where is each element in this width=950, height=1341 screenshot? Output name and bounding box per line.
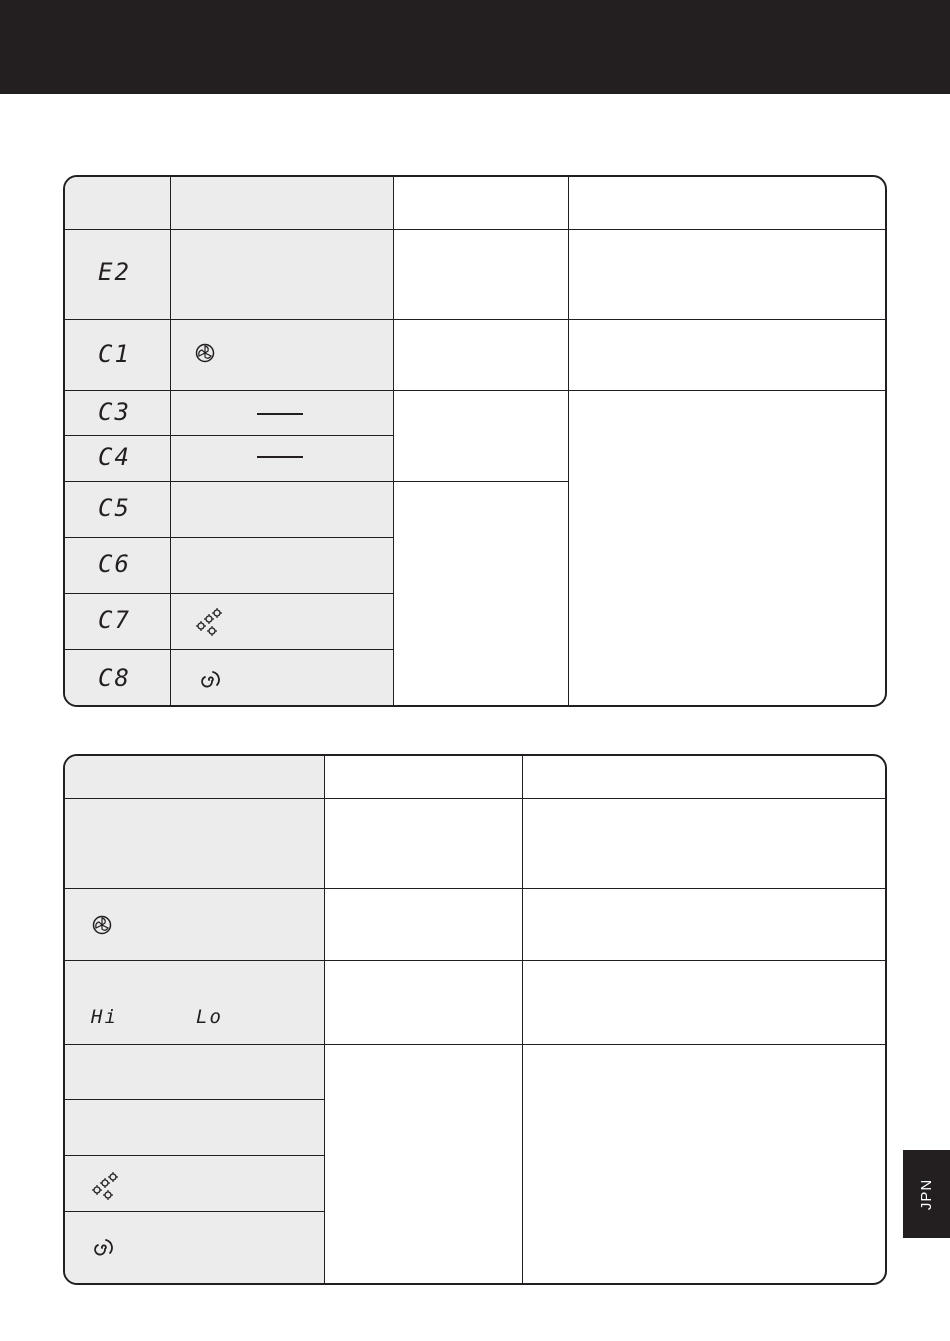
table-cell — [171, 436, 394, 482]
table-row — [65, 230, 171, 320]
table-row — [65, 889, 325, 961]
table-cell — [523, 799, 887, 889]
error-code: C4 — [98, 443, 131, 471]
error-code: C7 — [98, 606, 131, 634]
error-code: C5 — [98, 494, 131, 522]
table-row — [65, 1045, 325, 1100]
fan-icon — [92, 915, 112, 935]
table-header-cell — [523, 756, 887, 799]
language-tab-label: JPN — [918, 1178, 935, 1210]
error-code: C3 — [98, 398, 131, 426]
ion-cluster-icon — [89, 1172, 121, 1200]
table-header-cell — [65, 756, 325, 799]
underline — [257, 456, 303, 458]
table-row — [65, 594, 171, 650]
table-cell — [171, 538, 394, 594]
table-row — [65, 391, 171, 436]
table-header-cell — [394, 177, 569, 230]
table-header-cell — [569, 177, 887, 230]
table-cell — [325, 961, 523, 1045]
language-tab — [903, 1150, 950, 1238]
table-cell — [569, 230, 887, 320]
table-cell — [171, 391, 394, 436]
error-code: C8 — [98, 664, 131, 692]
table-cell — [523, 961, 887, 1045]
error-code-table — [63, 175, 887, 707]
table-cell — [523, 889, 887, 961]
table-cell — [171, 230, 394, 320]
table-row — [65, 1100, 325, 1156]
table-row — [65, 799, 325, 889]
table-row — [65, 650, 171, 707]
table-cell — [569, 320, 887, 391]
table-cell — [569, 391, 887, 707]
table-header-cell — [65, 177, 171, 230]
table-row — [65, 1212, 325, 1285]
table-row — [65, 1156, 325, 1212]
table-cell — [171, 320, 394, 391]
ion-cluster-icon — [193, 608, 225, 636]
table-row — [65, 320, 171, 391]
table-row — [65, 538, 171, 594]
table-cell — [394, 482, 569, 707]
table-cell — [394, 230, 569, 320]
table-header-cell — [171, 177, 394, 230]
table-row — [65, 482, 171, 538]
fan-speed-low: Lo — [196, 1006, 223, 1028]
table-cell — [394, 320, 569, 391]
table-cell — [171, 594, 394, 650]
table-row — [65, 436, 171, 482]
table-header-cell — [325, 756, 523, 799]
table-cell — [523, 1045, 887, 1285]
table-cell — [171, 650, 394, 707]
fan-speed-high: Hi — [91, 1006, 118, 1028]
swirl-icon — [199, 669, 221, 691]
table-cell — [325, 889, 523, 961]
table-cell — [325, 1045, 523, 1285]
error-code: C1 — [98, 340, 131, 368]
swirl-icon — [92, 1237, 114, 1259]
fan-icon — [195, 343, 215, 363]
table-cell — [394, 391, 569, 482]
table-cell — [325, 799, 523, 889]
error-code: C6 — [98, 550, 131, 578]
table-row — [65, 961, 325, 1045]
underline — [257, 413, 303, 415]
header-bar — [0, 0, 950, 94]
error-code: E2 — [98, 258, 131, 286]
table-cell — [171, 482, 394, 538]
indicator-table — [63, 754, 887, 1285]
